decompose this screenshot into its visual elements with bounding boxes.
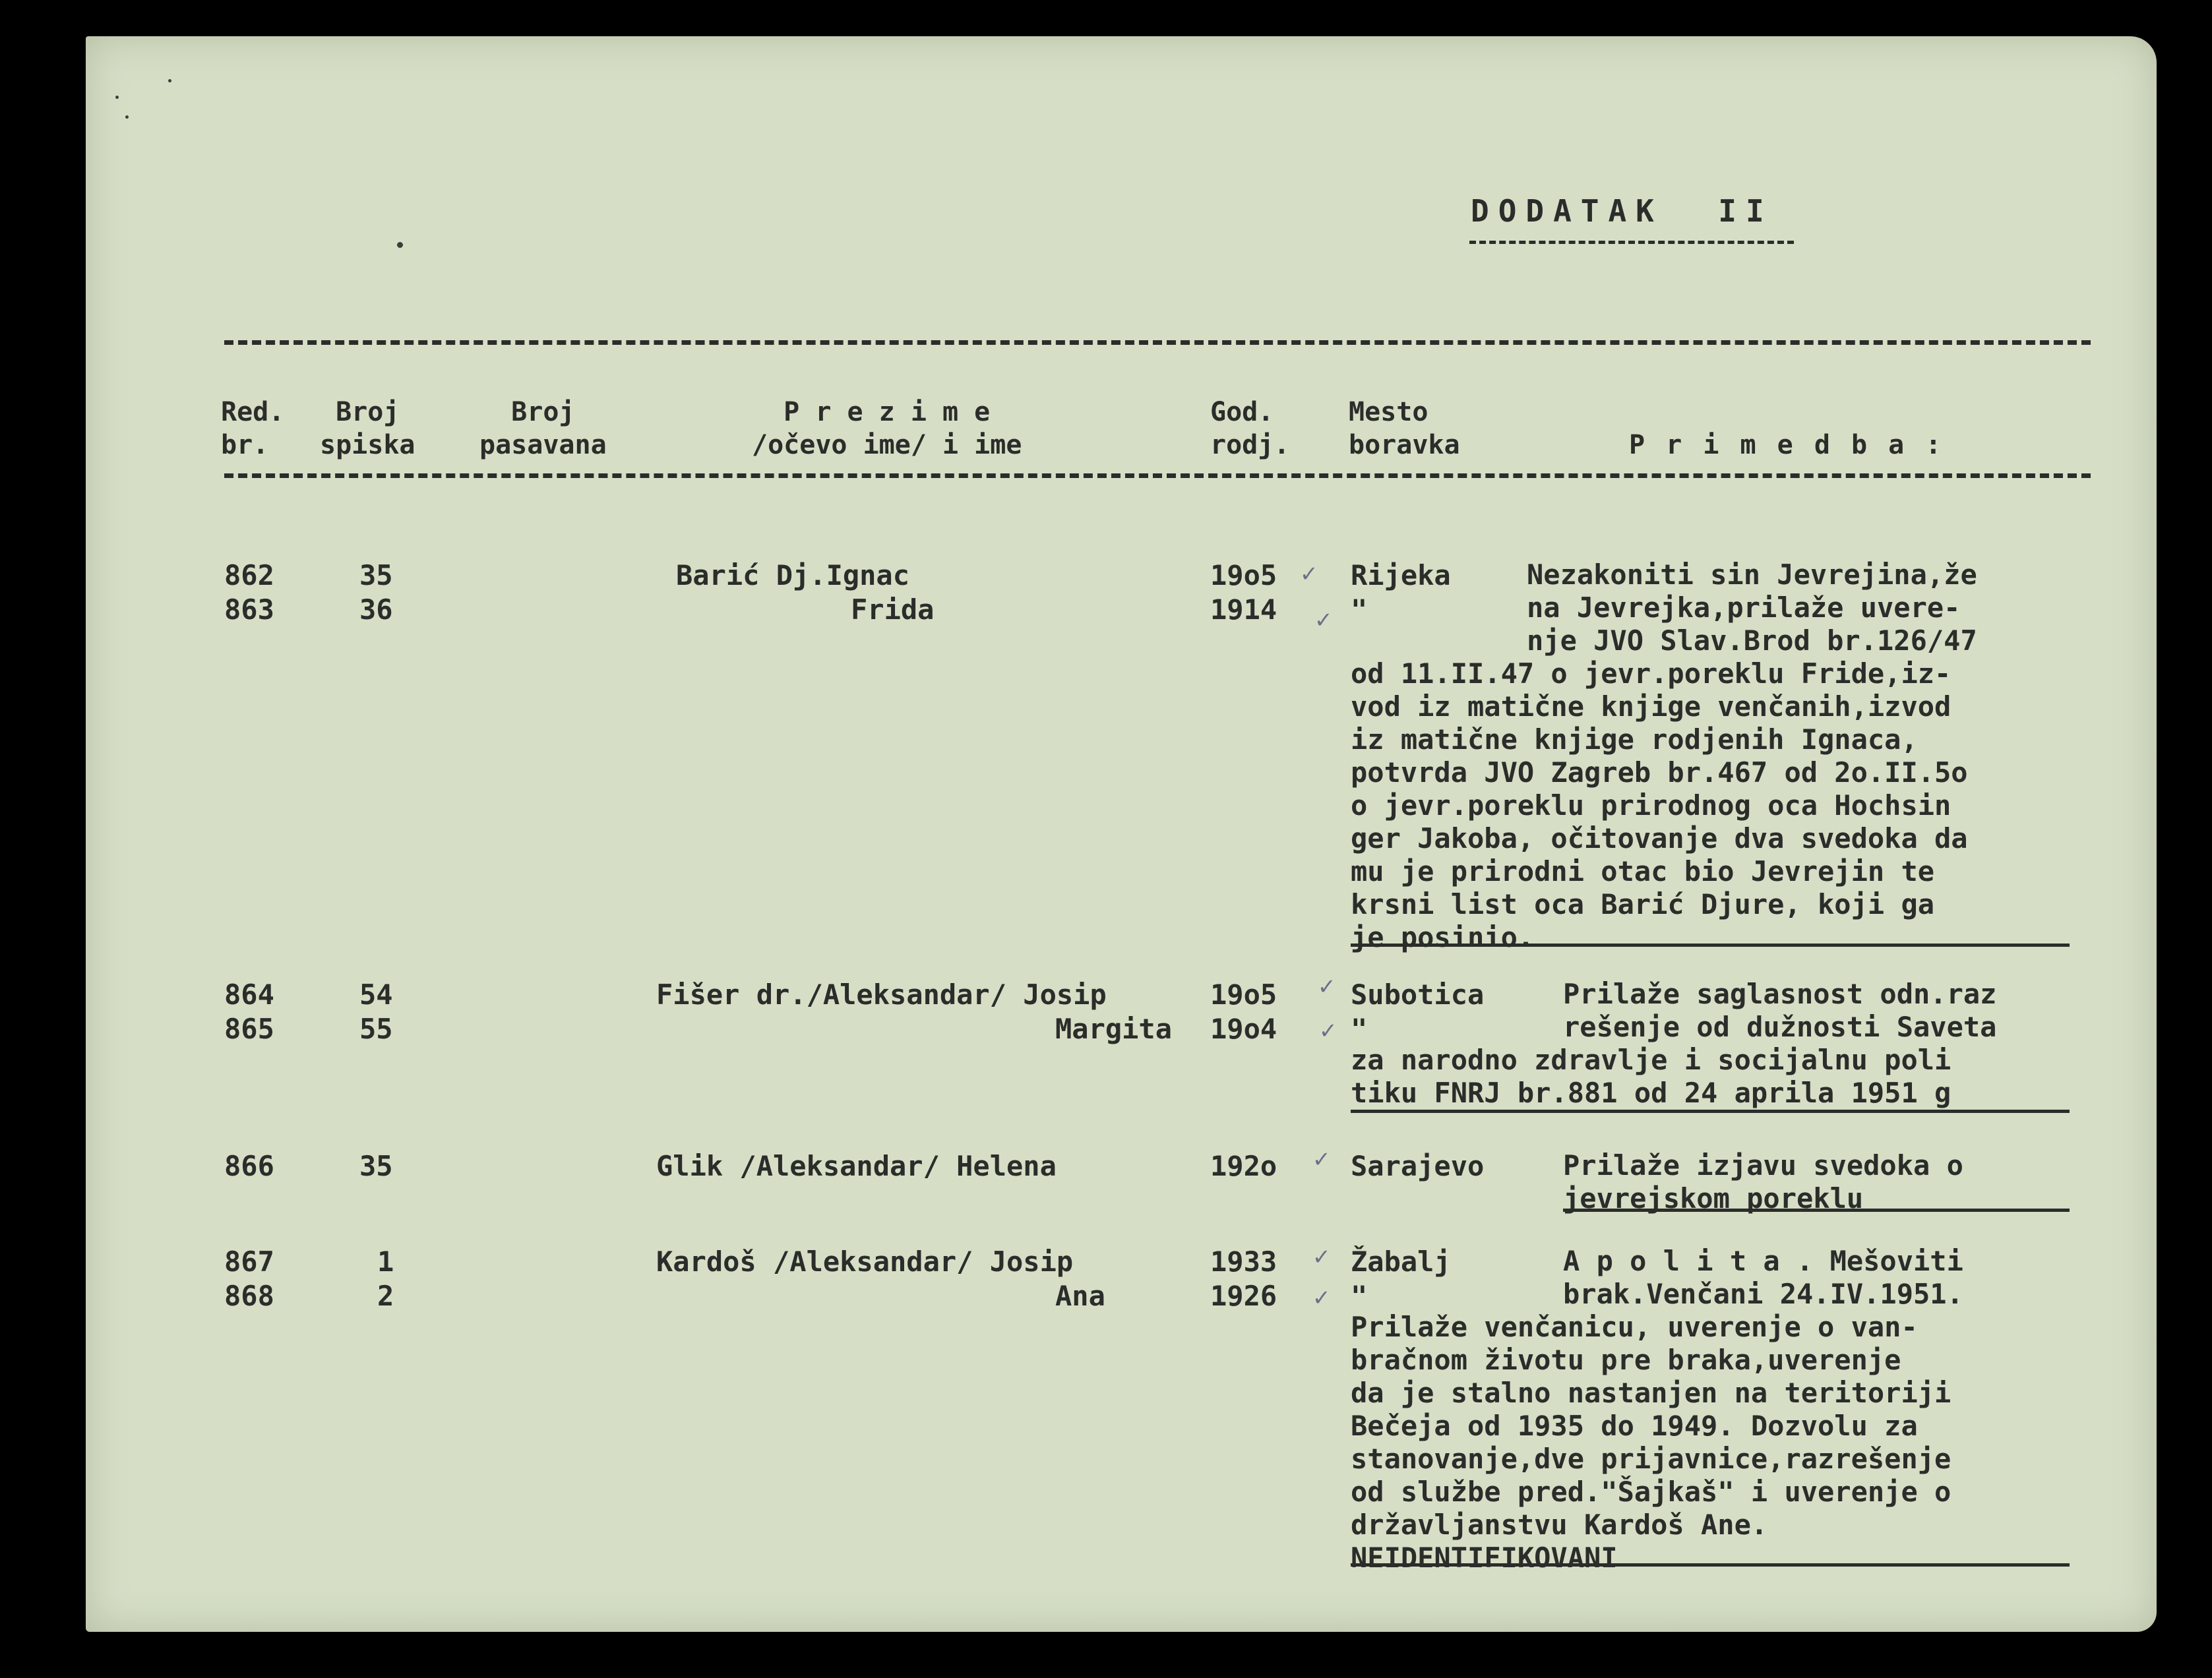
cell-mesto: Subotica " — [1351, 978, 1485, 1045]
paper-speck — [115, 96, 119, 99]
cell-name-main: Fišer dr./Aleksandar/ Josip — [656, 978, 1107, 1011]
table-top-rule — [224, 340, 2091, 345]
cell-name-second: Margita — [1055, 1013, 1173, 1045]
cell-name-main: Kardoš /Aleksandar/ Josip — [656, 1245, 1074, 1278]
check-mark: ✓ — [1301, 558, 1316, 587]
header-bottom-rule — [224, 473, 2091, 478]
cell-note-first: Nezakoniti sin Jevrejina,že na Jevrejka,prilaže uvere- nje JVO Slav.Brod br.126/47 — [1527, 558, 1977, 657]
cell-note-rest: Prilaže venčanicu, uverenje o van- bračnom životu pre braka,uverenje da je stalno nastanjen na teritoriji Bečeja od 1935 do 1949. Dozvolu za stanovanje,dve prijavnice,razrešenje od službe pred."Šajkaš" i uverenje o državljanstvu Kardoš Ane. NEIDENTIFIKOVANI — [1351, 1311, 1951, 1574]
cell-note-first: Prilaže izjavu svedoka o jevrejskom poreklu — [1563, 1149, 1963, 1214]
title-underline — [1469, 241, 1794, 244]
cell-god: 1933 1926 — [1210, 1245, 1277, 1312]
note-underline — [1563, 1209, 2070, 1212]
cell-red-br: 867 868 — [224, 1245, 274, 1312]
paper-speck — [168, 79, 171, 82]
cell-name-main: Glik /Aleksandar/ Helena — [656, 1150, 1057, 1182]
document-page — [86, 36, 2157, 1632]
check-mark: ✓ — [1319, 971, 1334, 1000]
header-mesto-boravka: Mesto boravka — [1349, 397, 1460, 460]
check-mark: ✓ — [1320, 1015, 1336, 1044]
header-primedba: P r i m e d b a : — [1629, 430, 1944, 460]
header-prezime: P r e z i m e /očevo ime/ i ime — [752, 397, 1022, 460]
cell-note-first: A p o l i t a . Mešoviti brak.Venčani 24.IV.1951. — [1563, 1245, 1963, 1310]
cell-red-br: 866 — [224, 1150, 274, 1182]
cell-broj-spiska: 54 55 — [359, 978, 393, 1045]
note-underline — [1351, 944, 2070, 947]
check-mark: ✓ — [1314, 1242, 1329, 1271]
cell-god: 192o — [1210, 1150, 1277, 1182]
cell-broj-spiska: 1 2 — [377, 1245, 394, 1312]
cell-name-main: Barić Dj.Ignac — [676, 559, 910, 591]
note-underline — [1351, 1110, 2070, 1113]
paper-speck — [397, 242, 403, 248]
check-mark: ✓ — [1314, 1144, 1329, 1173]
cell-mesto: Sarajevo — [1351, 1150, 1485, 1182]
cell-broj-spiska: 35 36 — [359, 559, 393, 626]
note-underline — [1351, 1563, 2070, 1567]
cell-god: 19o5 1914 — [1210, 559, 1277, 626]
cell-mesto: Žabalj " — [1351, 1245, 1451, 1312]
cell-note-rest: od 11.II.47 o jevr.poreklu Fride,iz- vod iz matične knjige venčanih,izvod iz matične knjige rodjenih Ignaca, potvrda JVO Zagreb br.467 od 2o.II.5o o jevr.poreklu prirodnog oca Hochsin ger Jakoba, očitovanje dva svedoka da mu je prirodni otac bio Jevrejin te krsni list oca Barić Djure, koji ga je posinio. — [1351, 657, 1968, 953]
check-mark: ✓ — [1316, 605, 1331, 634]
cell-name-second: Ana — [1055, 1280, 1105, 1312]
cell-red-br: 864 865 — [224, 978, 274, 1045]
cell-god: 19o5 19o4 — [1210, 978, 1277, 1045]
header-god-rodj: God. rodj. — [1210, 397, 1290, 460]
paper-speck — [125, 115, 129, 119]
header-red-br: Red. br. — [221, 397, 285, 460]
cell-note-rest: za narodno zdravlje i socijalnu poli tiku FNRJ br.881 od 24 aprila 1951 g — [1351, 1044, 1951, 1109]
cell-note-first: Prilaže saglasnost odn.raz rešenje od dužnosti Saveta — [1563, 978, 1997, 1043]
header-broj-spiska: Broj spiska — [320, 397, 415, 460]
cell-red-br: 862 863 — [224, 559, 274, 626]
check-mark: ✓ — [1314, 1282, 1329, 1311]
cell-broj-spiska: 35 — [359, 1150, 393, 1182]
document-title: DODATAK II — [1471, 193, 1773, 229]
header-broj-pasavana: Broj pasavana — [479, 397, 607, 460]
cell-mesto: Rijeka " — [1351, 559, 1451, 626]
cell-name-second: Frida — [851, 593, 935, 626]
